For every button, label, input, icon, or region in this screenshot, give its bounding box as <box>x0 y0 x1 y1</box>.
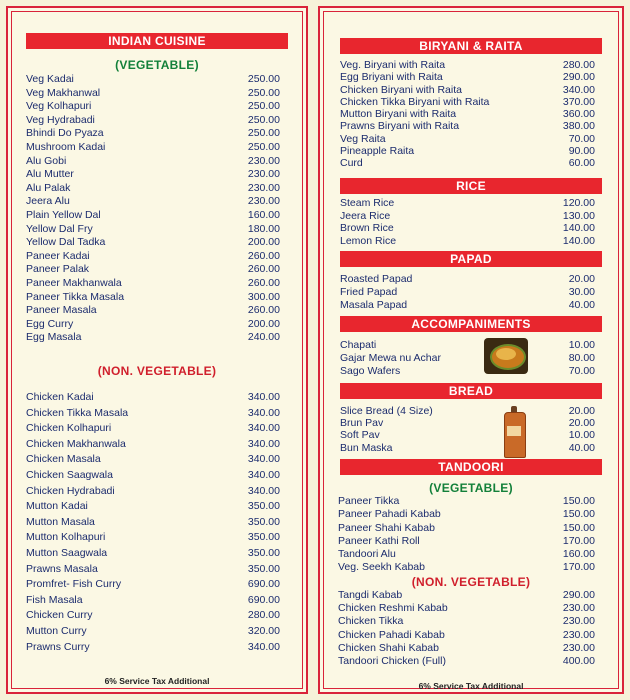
menu-item-price: 170.00 <box>562 534 595 547</box>
menu-item-name: Bhindi Do Pyaza <box>26 127 104 140</box>
menu-item-price: 250.00 <box>247 127 280 140</box>
menu-item-price: 230.00 <box>562 602 595 615</box>
menu-item-name: Tandoori Chicken (Full) <box>338 654 446 667</box>
menu-item-price: 130.00 <box>562 209 595 222</box>
menu-item <box>340 417 595 429</box>
menu-item-price: 250.00 <box>247 100 280 113</box>
menu-item-name: Bun Maska <box>340 441 393 454</box>
menu-item <box>340 133 595 145</box>
menu-item-name: Chicken Makhanwala <box>26 437 126 450</box>
menu-item <box>26 250 280 264</box>
menu-item-price: 350.00 <box>247 531 280 544</box>
menu-item-name: Chicken Shahi Kabab <box>338 641 439 654</box>
menu-item-price: 40.00 <box>568 298 595 311</box>
menu-item <box>26 516 280 532</box>
menu-item-name: Jeera Rice <box>340 209 391 222</box>
menu-item-price: 350.00 <box>247 500 280 513</box>
menu-item-price: 80.00 <box>568 351 595 364</box>
menu-item <box>26 547 280 563</box>
bread-banner: BREAD <box>340 383 602 399</box>
bread-item-list <box>340 405 595 454</box>
menu-item-price: 40.00 <box>568 441 595 454</box>
menu-item-name: Tangdi Kabab <box>338 589 403 601</box>
menu-item <box>26 73 280 87</box>
menu-item-name: Egg Curry <box>26 317 74 330</box>
menu-item <box>26 641 280 657</box>
veg-item-list <box>26 73 280 345</box>
papad-banner: PAPAD <box>340 251 602 267</box>
menu-item-name: Alu Mutter <box>26 168 74 181</box>
menu-item-name: Chicken Reshmi Kabab <box>338 602 448 615</box>
menu-item-name: Soft Pav <box>340 429 380 442</box>
menu-item-name: Steam Rice <box>340 197 395 209</box>
menu-item-name: Lemon Rice <box>340 234 397 247</box>
menu-item-name: Chicken Kadai <box>26 391 94 403</box>
menu-item <box>26 609 280 625</box>
menu-item-name: Paneer Kathi Roll <box>338 534 420 547</box>
menu-item-price: 350.00 <box>247 546 280 559</box>
menu-item-price: 350.00 <box>247 562 280 575</box>
menu-item-price: 170.00 <box>562 561 595 574</box>
indian-cuisine-banner: INDIAN CUISINE <box>26 33 288 49</box>
menu-item <box>340 286 595 299</box>
menu-item-price: 290.00 <box>562 71 595 84</box>
menu-item <box>340 442 595 454</box>
menu-item-name: Veg. Seekh Kabab <box>338 561 425 574</box>
menu-item-name: Veg Kadai <box>26 73 74 85</box>
menu-item-name: Paneer Makhanwala <box>26 276 122 289</box>
menu-item-name: Paneer Tikka Masala <box>26 290 125 303</box>
menu-item <box>26 331 280 345</box>
menu-item <box>26 291 280 305</box>
menu-item-price: 400.00 <box>562 654 595 667</box>
menu-item-name: Chicken Biryani with Raita <box>340 83 462 96</box>
menu-item-price: 280.00 <box>247 609 280 622</box>
papad-item-list <box>340 273 595 311</box>
menu-item <box>340 59 595 71</box>
menu-item-price: 250.00 <box>247 140 280 153</box>
menu-item-price: 160.00 <box>562 548 595 561</box>
menu-item <box>26 114 280 128</box>
menu-item-price: 230.00 <box>247 154 280 167</box>
menu-item-price: 260.00 <box>247 276 280 289</box>
menu-item-price: 380.00 <box>562 120 595 133</box>
menu-item <box>338 602 595 615</box>
menu-item-price: 140.00 <box>562 222 595 234</box>
menu-item-name: Veg Makhanwal <box>26 86 101 99</box>
menu-item <box>340 71 595 83</box>
menu-item-price: 120.00 <box>562 197 595 209</box>
right-menu-panel <box>318 6 624 694</box>
menu-item <box>26 422 280 438</box>
tandoori-banner: TANDOORI <box>340 459 602 475</box>
menu-item <box>338 548 595 561</box>
menu-item-name: Chapati <box>340 339 377 351</box>
menu-item-name: Promfret- Fish Curry <box>26 578 122 591</box>
menu-item-name: Mutton Biryani with Raita <box>340 108 457 121</box>
menu-item <box>340 222 595 235</box>
tandoori-veg-subheading: (VEGETABLE) <box>429 481 513 495</box>
left-menu-panel <box>6 6 308 694</box>
accompaniments-banner: ACCOMPANIMENTS <box>340 316 602 332</box>
menu-item-name: Veg. Biryani with Raita <box>340 59 446 71</box>
menu-item-name: Prawns Masala <box>26 562 98 575</box>
menu-item-price: 70.00 <box>568 364 595 377</box>
menu-item-name: Veg Hydrabadi <box>26 113 95 126</box>
menu-item-price: 150.00 <box>562 521 595 534</box>
menu-item <box>340 299 595 312</box>
menu-item <box>340 145 595 157</box>
menu-item-price: 320.00 <box>247 624 280 637</box>
menu-item-name: Mutton Saagwala <box>26 546 108 559</box>
menu-item-price: 180.00 <box>247 222 280 235</box>
biryani-item-list <box>340 59 595 170</box>
menu-item <box>338 642 595 655</box>
menu-item-price: 150.00 <box>562 508 595 521</box>
menu-item-name: Chicken Kolhapuri <box>26 422 112 435</box>
menu-item-name: Mutton Kadai <box>26 500 88 513</box>
menu-item-price: 230.00 <box>562 628 595 641</box>
menu-item-name: Paneer Kadai <box>26 249 90 262</box>
menu-item <box>340 405 595 417</box>
menu-item <box>340 84 595 96</box>
menu-item-price: 290.00 <box>562 589 595 601</box>
menu-item <box>340 108 595 120</box>
menu-item-price: 230.00 <box>247 195 280 208</box>
menu-item-price: 250.00 <box>247 113 280 126</box>
menu-item-price: 230.00 <box>247 168 280 181</box>
menu-item-price: 70.00 <box>568 132 595 145</box>
menu-item-name: Masala Papad <box>340 298 408 311</box>
menu-item-name: Alu Gobi <box>26 154 67 167</box>
menu-item-price: 340.00 <box>247 453 280 466</box>
menu-item-price: 230.00 <box>247 181 280 194</box>
menu-item-price: 340.00 <box>247 640 280 653</box>
menu-item-name: Paneer Shahi Kabab <box>338 521 435 534</box>
menu-item-name: Chicken Masala <box>26 453 101 466</box>
menu-item-name: Chicken Tikka Masala <box>26 406 129 419</box>
menu-item-price: 10.00 <box>568 429 595 442</box>
menu-item-name: Brown Rice <box>340 222 394 234</box>
tandoori-nonveg-item-list <box>338 589 595 668</box>
menu-item-price: 280.00 <box>562 59 595 71</box>
menu-item-name: Mutton Kolhapuri <box>26 531 106 544</box>
menu-item-price: 200.00 <box>247 317 280 330</box>
menu-item-name: Tandoori Alu <box>338 548 396 561</box>
menu-item <box>26 625 280 641</box>
menu-item-name: Yellow Dal Fry <box>26 222 93 235</box>
menu-item <box>26 155 280 169</box>
menu-item <box>26 87 280 101</box>
veg-subheading: (VEGETABLE) <box>115 58 199 72</box>
menu-item <box>26 407 280 423</box>
menu-item-price: 340.00 <box>247 437 280 450</box>
menu-item <box>26 223 280 237</box>
menu-item <box>26 277 280 291</box>
menu-item <box>26 209 280 223</box>
menu-item-name: Fish Masala <box>26 593 83 606</box>
menu-item <box>26 578 280 594</box>
menu-item-price: 340.00 <box>247 406 280 419</box>
menu-item-price: 360.00 <box>562 108 595 121</box>
menu-item-price: 150.00 <box>562 495 595 507</box>
menu-item-price: 250.00 <box>247 73 280 85</box>
menu-item-price: 30.00 <box>568 285 595 298</box>
menu-item-name: Chicken Hydrabadi <box>26 484 115 497</box>
menu-item <box>338 522 595 535</box>
menu-item-price: 230.00 <box>562 641 595 654</box>
menu-item-name: Paneer Masala <box>26 304 97 317</box>
menu-item-price: 60.00 <box>568 157 595 170</box>
biryani-raita-banner: BIRYANI & RAITA <box>340 38 602 54</box>
menu-item-name: Veg Raita <box>340 132 386 145</box>
menu-item-name: Mushroom Kadai <box>26 140 106 153</box>
menu-item <box>26 469 280 485</box>
service-tax-note: 6% Service Tax Additional <box>418 681 524 691</box>
tandoori-nonveg-subheading: (NON. VEGETABLE) <box>411 575 531 589</box>
menu-item-price: 230.00 <box>562 615 595 628</box>
menu-item <box>26 391 280 407</box>
menu-item-price: 370.00 <box>562 95 595 108</box>
menu-item-price: 340.00 <box>247 468 280 481</box>
menu-item-name: Gajar Mewa nu Achar <box>340 351 441 364</box>
nonveg-item-list <box>26 391 280 656</box>
menu-item-name: Slice Bread (4 Size) <box>340 405 433 417</box>
menu-item <box>340 352 595 365</box>
menu-item-price: 260.00 <box>247 304 280 317</box>
menu-item-name: Chicken Tikka Biryani with Raita <box>340 95 490 108</box>
menu-item <box>340 339 595 352</box>
menu-item <box>26 594 280 610</box>
menu-item-price: 340.00 <box>562 83 595 96</box>
menu-item-name: Prawns Curry <box>26 640 90 653</box>
menu-item <box>340 120 595 132</box>
menu-item-name: Chicken Saagwala <box>26 468 113 481</box>
menu-item-name: Veg Kolhapuri <box>26 100 92 113</box>
menu-item <box>340 365 595 378</box>
menu-item-price: 90.00 <box>568 145 595 158</box>
menu-item-name: Mutton Curry <box>26 624 87 637</box>
menu-item-name: Pineapple Raita <box>340 145 415 158</box>
menu-item-price: 300.00 <box>247 290 280 303</box>
menu-item-name: Prawns Biryani with Raita <box>340 120 460 133</box>
menu-item <box>26 168 280 182</box>
menu-item-name: Brun Pav <box>340 417 384 430</box>
menu-item <box>340 235 595 248</box>
menu-item-name: Paneer Palak <box>26 263 90 276</box>
menu-item <box>340 96 595 108</box>
menu-item-price: 20.00 <box>568 273 595 285</box>
menu-item <box>340 197 595 210</box>
menu-item-price: 350.00 <box>247 515 280 528</box>
menu-item-name: Curd <box>340 157 363 170</box>
menu-item <box>338 535 595 548</box>
nonveg-subheading: (NON. VEGETABLE) <box>97 364 217 378</box>
menu-item <box>26 304 280 318</box>
menu-item-price: 690.00 <box>247 578 280 591</box>
menu-item <box>26 141 280 155</box>
menu-item <box>338 589 595 602</box>
accompaniments-item-list <box>340 339 595 377</box>
menu-item-price: 340.00 <box>247 422 280 435</box>
menu-item-price: 340.00 <box>247 391 280 403</box>
menu-item-name: Chicken Pahadi Kabab <box>338 628 445 641</box>
menu-item <box>338 629 595 642</box>
menu-item-name: Plain Yellow Dal <box>26 208 101 221</box>
menu-item <box>26 438 280 454</box>
menu-item <box>26 127 280 141</box>
menu-item-name: Egg Masala <box>26 331 82 344</box>
bread-loaf-picture <box>504 406 524 456</box>
menu-item <box>26 563 280 579</box>
service-tax-note: 6% Service Tax Additional <box>104 676 210 686</box>
menu-item-price: 690.00 <box>247 593 280 606</box>
menu-item <box>26 453 280 469</box>
menu-item-name: Mutton Masala <box>26 515 95 528</box>
menu-item <box>26 182 280 196</box>
menu-item <box>26 195 280 209</box>
menu-item-name: Sago Wafers <box>340 364 401 377</box>
achar-picture <box>484 338 528 374</box>
rice-item-list <box>340 197 595 247</box>
menu-item <box>26 263 280 277</box>
menu-item-price: 20.00 <box>568 405 595 417</box>
menu-item <box>338 655 595 668</box>
menu-item <box>26 100 280 114</box>
menu-item-name: Chicken Tikka <box>338 615 404 628</box>
menu-item <box>26 500 280 516</box>
menu-item-price: 260.00 <box>247 263 280 276</box>
menu-item-name: Jeera Alu <box>26 195 70 208</box>
menu-item-price: 260.00 <box>247 249 280 262</box>
menu-item-name: Chicken Curry <box>26 609 93 622</box>
menu-item-name: Yellow Dal Tadka <box>26 236 106 249</box>
menu-item <box>340 273 595 286</box>
menu-item <box>338 561 595 574</box>
menu-item-price: 10.00 <box>568 339 595 351</box>
menu-item <box>340 210 595 223</box>
menu-item-price: 20.00 <box>568 417 595 430</box>
menu-item-name: Paneer Tikka <box>338 495 400 507</box>
menu-item-name: Alu Palak <box>26 181 71 194</box>
menu-item-price: 240.00 <box>247 331 280 344</box>
menu-item <box>340 429 595 441</box>
menu-item-name: Egg Briyani with Raita <box>340 71 443 84</box>
menu-item <box>340 157 595 169</box>
menu-item <box>338 495 595 508</box>
menu-item-price: 250.00 <box>247 86 280 99</box>
tandoori-veg-item-list <box>338 495 595 575</box>
menu-item-price: 200.00 <box>247 236 280 249</box>
menu-item-name: Paneer Pahadi Kabab <box>338 508 441 521</box>
menu-item-name: Roasted Papad <box>340 273 413 285</box>
menu-item <box>338 508 595 521</box>
menu-item-price: 140.00 <box>562 234 595 247</box>
rice-banner: RICE <box>340 178 602 194</box>
menu-item <box>26 318 280 332</box>
menu-item <box>26 531 280 547</box>
menu-item <box>26 236 280 250</box>
menu-item-name: Fried Papad <box>340 285 398 298</box>
menu-item-price: 340.00 <box>247 484 280 497</box>
menu-item <box>338 615 595 628</box>
menu-item <box>26 485 280 501</box>
menu-item-price: 160.00 <box>247 208 280 221</box>
